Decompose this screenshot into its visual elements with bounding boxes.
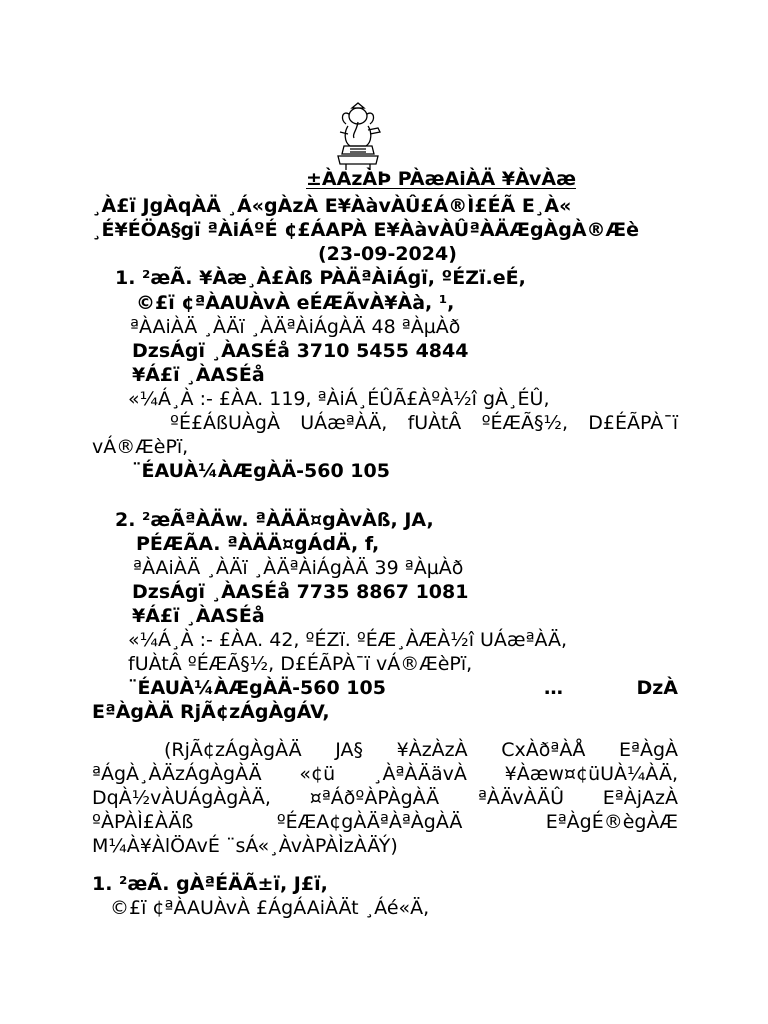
document-date: (23-09-2024)	[318, 243, 457, 265]
party2-address-1: «¼Á¸À :- £ÀA. 42, ºÉZï. ºÉÆ¸ÀÆÀ½î UÁæªÀÄ,	[128, 629, 568, 651]
party2-relation: PÉÆÃA. ªÀÄÄ¤gÁdÄ, f,	[136, 533, 380, 555]
party1-city: ¨ÉAUÀ¼ÀÆgÀÄ-560 105	[132, 460, 390, 482]
party1-aadhaar: DzsÁgï ¸ÀASÉå 3710 5455 4844	[132, 340, 469, 362]
note-line-4: ºÀPÀÌ£ÀÄß ºÉÆA¢gÀÄªÀªÀgÀÄ EªÀgÉ®ègÀÆ	[92, 811, 678, 833]
party2-city: ¨ÉAUÀ¼ÀÆgÀÄ-560 105	[128, 677, 386, 699]
party2-age: ªÀAiÀÄ ¸ÀÄï ¸ÀÄªÀiÁgÀÄ 39 ªÀµÀð	[133, 557, 464, 579]
party1-number: 1.	[115, 267, 136, 289]
party1-name: ²æÃ. ¥Àæ¸À£Àß PÀÄªÀiÁgï, ºÉZï.eÉ,	[142, 267, 526, 289]
party1-address-2: ºÉ£ÁßUÀgÀ UÁæªÀÄ, fUÀtÂ ºÉÆÃ§½, D£ÉÃPÀ¯ï	[170, 412, 678, 434]
party2-number: 2.	[115, 509, 136, 531]
document-title: ±ÀAzÀÞ PÀæAiÀÄ ¥ÀvÀæ	[306, 168, 577, 190]
party3-name: ²æÃ. gÀªÉÄÃ±ï, J£ï,	[119, 873, 328, 895]
party2-address-2: fUÀtÂ ºÉÆÃ§½, D£ÉÃPÀ¯ï vÁ®ÆèPï,	[128, 653, 473, 675]
party3-number: 1.	[92, 873, 113, 895]
note-line-3: DqÀ½vÀUÁgÀgÀÄ, ¤ªÁðºÀPÀgÀÄ ªÀÄvÀÄÛ EªÀjAzÀ	[92, 787, 678, 809]
party2-pan: ¥Á£ï ¸ÀASÉå	[132, 605, 265, 627]
party2-name: ²æÃªÀÄw. ªÀÄÄ¤gÀvÀß, JA,	[142, 509, 434, 531]
note-line-2: ªÁgÀ¸ÀÄzÁgÀgÀÄ «¢ü ¸ÀªÀÄävÀ ¥Àæw¤¢üUÀ¼ÀÄ,	[92, 763, 678, 785]
party2-ellipsis: …	[544, 677, 563, 699]
party1-pan: ¥Á£ï ¸ÀASÉå	[132, 364, 265, 386]
party1-address-3: vÁ®ÆèPï,	[92, 436, 189, 458]
note-line-1: (RjÃ¢zÁgÀgÀÄ JA§ ¥ÀzÀzÀ CxÀðªÀÅ EªÀgÀ	[164, 739, 678, 761]
ganesha-logo-image	[330, 102, 386, 172]
header-line-2: ¸É¥ÉÖA§gï ªÀiÁºÉ ¢£ÁAPÀ E¥ÀàvÀÛªÀÄÆgÀgÀ®Æè	[92, 219, 640, 241]
party1-address-1: «¼Á¸À :- £ÀA. 119, ªÀiÁ¸ÉÛÃ£ÀºÀ½î gÀ¸ÉÛ,	[128, 388, 550, 410]
party2-trailing-word: DzÀ	[636, 677, 678, 699]
party2-city-row	[128, 676, 678, 700]
header-line-1: ¸À£ï JgÀqÀÄ ¸Á«gÀzÀ E¥ÀàvÀÛ£Á®Ì£ÉÃ E¸À«	[92, 195, 572, 217]
note-line-5: M¼À¥ÀlÖAvÉ ¨sÁ«¸ÀvÀPÀÌzÀÄÝ)	[92, 835, 398, 857]
party1-age: ªÀAiÀÄ ¸ÀÄï ¸ÀÄªÀiÁgÀÄ 48 ªÀµÀð	[130, 316, 461, 338]
party2-aadhaar: DzsÁgï ¸ÀASÉå 7735 8867 1081	[132, 581, 469, 603]
party3-relation: ©£ï ¢ªÀAUÀvÀ £ÁgÁAiÀÄt ¸Áé«Ä,	[110, 897, 430, 919]
party1-relation: ©£ï ¢ªÀAUÀvÀ eÉÆÃvÀ¥Àà, ¹,	[136, 292, 455, 314]
party2-role-line: EªÀgÀÄ RjÃ¢zÁgÀgÁV,	[92, 701, 330, 723]
